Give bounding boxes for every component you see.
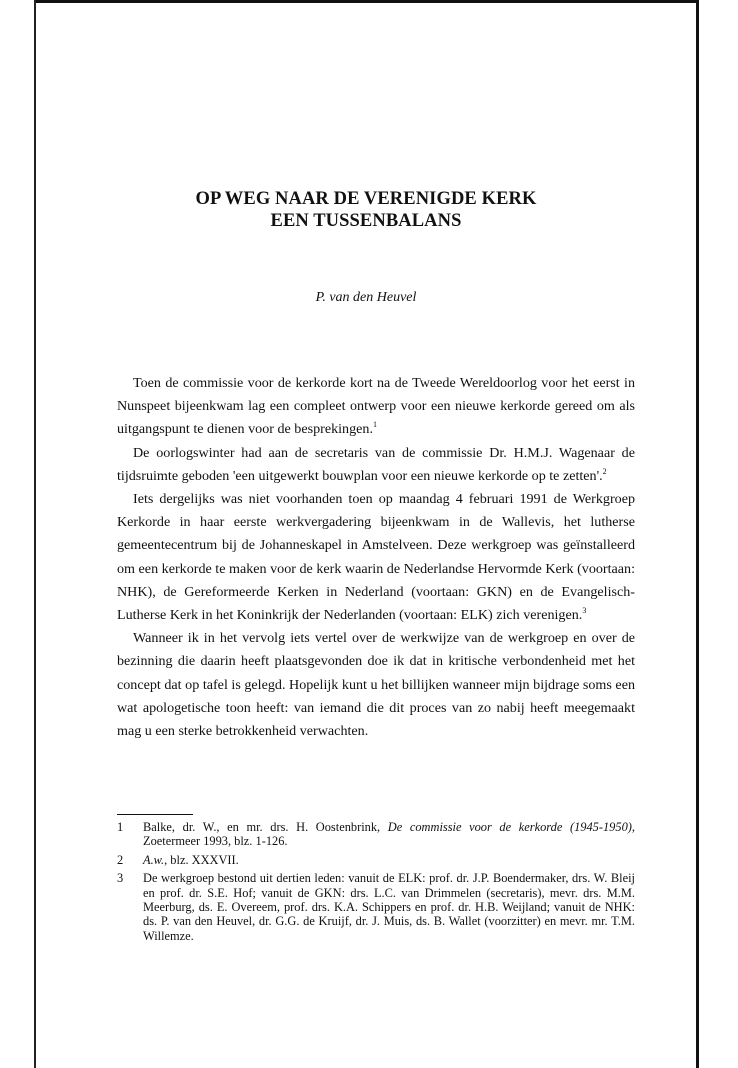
footnote-1-tail: , Zoetermeer 1993, blz. 1-126. — [143, 820, 635, 849]
title-line-2: EEN TUSSENBALANS — [270, 211, 462, 231]
paragraph-1 — [117, 372, 635, 442]
author-byline: P. van den Heuvel — [315, 290, 417, 305]
footnote-3-text: De werkgroep bestond uit dertien leden: vanuit de ELK: prof. dr. J.P. Boendermaker, drs. W. Bleij en prof. dr. S.E. Hof; vanuit de GKN: drs. L.C. van Drimmelen (secretaris), mevr. drs. M.M. Meerburg, ds. E. Overeem, prof. drs. K.A. Schippers en prof. dr. H.B. Weijland; vanuit de NHK: ds. P. van den Heuvel, dr. G.G. de Kruijf, dr. J. Muis, ds. B. Wallet (voorzitter) en mevr. mr. T.M. Willemze. — [143, 871, 635, 943]
footnote-ref-3: 3 — [582, 606, 587, 616]
footnote-2 — [117, 853, 635, 867]
footnote-1-lead: Balke, dr. W., en mr. drs. H. Oostenbrink, — [143, 820, 388, 834]
paragraph-3 — [117, 488, 635, 627]
title-line-1: OP WEG NAAR DE VERENIGDE KERK — [195, 189, 537, 209]
paragraph-4 — [117, 627, 635, 743]
footnote-ref-2: 2 — [602, 466, 607, 476]
footnote-2-text — [143, 853, 635, 867]
paragraph-4-text: Wanneer ik in het vervolg iets vertel over de werkwijze van de werkgroep en over de bezinning die daarin heeft plaatsgevonden doe ik dat in kritische verbondenheid met het concept dat op tafel is gelegd. Hopelijk kunt u het billijken wanneer mijn bijdrage soms een wat apologetische toon heeft: van iemand die dit proces van zo nabij heeft meegemaakt mag u een sterke betrokkenheid verwachten. — [117, 630, 635, 740]
paragraph-1-text: Toen de commissie voor de kerkorde kort na de Tweede Wereldoorlog voor het eerst in Nunspeet bijeenkwam lag een compleet ontwerp voor een nieuwe kerkorde gereed om als uitgangspunt te dienen voor de besprekingen. — [117, 375, 635, 438]
article-title — [36, 188, 696, 232]
footnote-1-text — [143, 820, 635, 849]
footnote-1-italic: De commissie voor de kerkorde (1945-1950) — [387, 820, 632, 834]
footnote-1 — [117, 820, 635, 849]
footnote-3 — [117, 871, 635, 943]
footnote-2-italic: A.w. — [143, 852, 165, 867]
paragraph-2 — [117, 442, 635, 488]
page-border-top — [36, 0, 696, 3]
page-border-left — [34, 0, 36, 1068]
footnote-1-number: 1 — [117, 820, 124, 834]
footnote-2-number: 2 — [117, 852, 124, 867]
article-body — [117, 372, 635, 743]
footnotes — [117, 820, 635, 947]
paragraph-2-text: De oorlogswinter had aan de secretaris van de commissie Dr. H.M.J. Wagenaar de tijdsruimte geboden 'een uitgewerkt bouwplan voor een nieuwe kerkorde op te zetten'. — [117, 444, 635, 484]
footnote-2-tail: , blz. XXXVII. — [164, 852, 239, 867]
page-border-right — [696, 0, 699, 1068]
footnote-ref-1: 1 — [372, 420, 377, 430]
paragraph-3-text: Iets dergelijks was niet voorhanden toen op maandag 4 februari 1991 de Werkgroep Kerkorde in haar eerste werkvergadering bijeenkwam in de Wallevis, het lutherse gemeentecentrum bij de Johanneskapel in Amstelveen. Deze werkgroep was geïnstalleerd om een kerkorde te maken voor de kerk waarin de Nederlandse Hervormde Kerk (voortaan: NHK), de Gereformeerde Kerken in Nederland (voortaan: GKN) en de Evangelisch-Lutherse Kerk in het Koninkrijk der Nederlanden (voortaan: ELK) zich verenigen. — [117, 491, 635, 624]
footnote-3-number: 3 — [117, 871, 124, 886]
footnote-separator — [117, 814, 193, 815]
